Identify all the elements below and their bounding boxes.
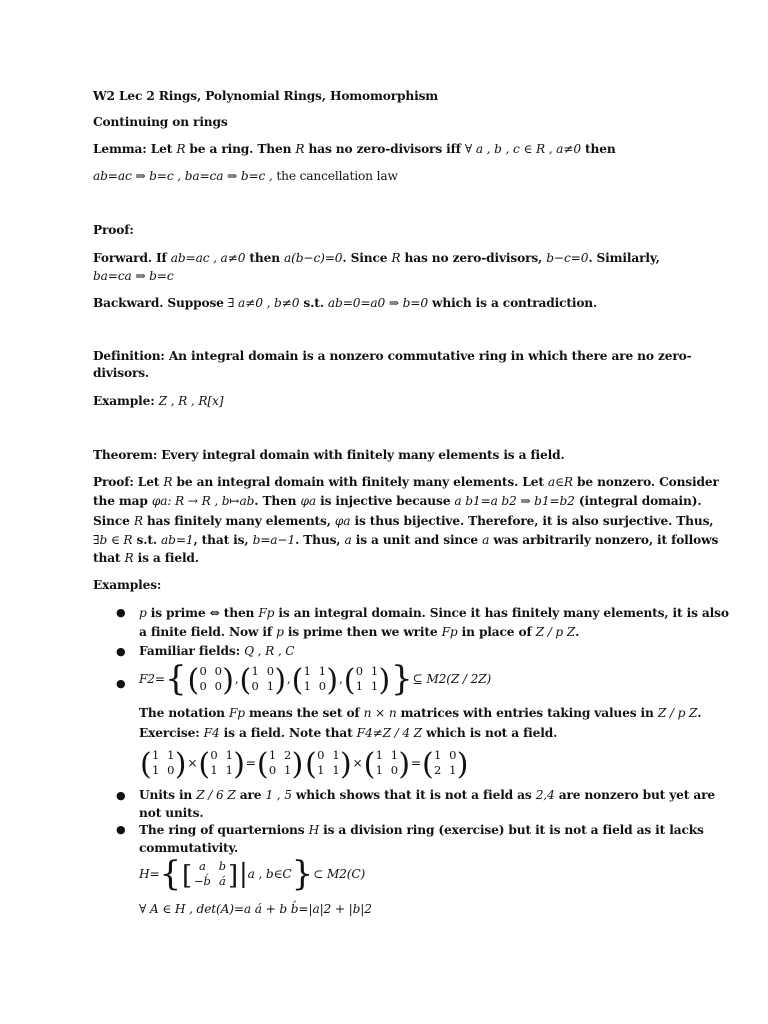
proof2-line-3: Since R has finitely many elements, φa is thus bijective. Therefore, it is also surjective. Thus, bbox=[93, 514, 714, 528]
definition-line-2: divisors. bbox=[93, 366, 150, 380]
lemma-line-1: Lemma: Let R be a ring. Then R has no zero-divisors iff ∀ a , b , c ∈ R , a≠0 then bbox=[93, 142, 616, 156]
quaternion-set-line: H= { [ a b −b́ á ] | a , b∈C } ⊂ M2(C) bbox=[139, 854, 366, 894]
proof2-line-2: the map φa: R → R , b↦ab. Then φa is injective because a b1=a b2 ⇒ b1=b2 (integral domain). bbox=[93, 494, 702, 508]
forward-line-1: Forward. If ab=ac , a≠0 then a(b−c)=0. Since R has no zero-divisors, b−c=0. Similarly, bbox=[93, 251, 660, 265]
bullet5-line-2: commutativity. bbox=[139, 841, 239, 855]
matrix-prod-f: ( 1 0 2 1 ) bbox=[421, 747, 469, 782]
matrix-m1: ( 0 0 0 0 ) bbox=[187, 663, 234, 698]
bullet4-line-2: not units. bbox=[139, 806, 204, 820]
f2-set-line: F2= { ( 0 0 0 0 ) , ( 1 0 0 1 ) , ( 1 1 1 0 ) , ( 0 1 1 1 ) } ⊆ M2(Z / 2Z) bbox=[139, 659, 492, 699]
bullet4-line-1: Units in Z / 6 Z are 1 , 5 which shows that it is not a field as 2,4 are nonzero but yet are bbox=[139, 788, 715, 802]
bullet-dot: ● bbox=[116, 823, 126, 836]
proof2-line-5: that R is a field. bbox=[93, 551, 199, 565]
examples-heading: Examples: bbox=[93, 578, 162, 592]
bullet5-line-1: The ring of quarternions H is a division ring (exercise) but it is not a field as it lacks bbox=[139, 823, 704, 837]
bullet-dot: ● bbox=[116, 606, 126, 619]
bullet-dot: ● bbox=[116, 645, 126, 658]
matrix-prod-c: ( 1 2 0 1 ) bbox=[256, 747, 304, 782]
proof2-line-1: Proof: Let R be an integral domain with finitely many elements. Let a∈R be nonzero. Consider bbox=[93, 475, 719, 489]
theorem-line: Theorem: Every integral domain with finitely many elements is a field. bbox=[93, 448, 565, 462]
determinant-line: ∀ A ∈ H , det(A)=a á + b b́=|a|2 + |b|2 bbox=[139, 902, 372, 916]
bullet-dot: ● bbox=[116, 789, 126, 802]
matrix-prod-a: ( 1 1 1 0 ) bbox=[140, 747, 187, 782]
bullet1-line-1: p is prime ⇔ then Fp is an integral domain. Since it has finitely many elements, it is also bbox=[139, 606, 729, 620]
backward-line: Backward. Suppose ∃ a≠0 , b≠0 s.t. ab=0=a0 ⇒ b=0 which is a contradiction. bbox=[93, 296, 598, 310]
example-line: Example: Z , R , R[x] bbox=[93, 394, 224, 408]
forward-line-2: ba=ca ⇒ b=c bbox=[93, 269, 174, 283]
right-brace: } bbox=[391, 659, 413, 699]
proof2-line-4: ∃b ∈ R s.t. ab=1, that is, b=a−1. Thus, a is a unit and since a was arbitrarily nonzero, it follows bbox=[93, 533, 719, 547]
bullet-dot: ● bbox=[116, 677, 126, 690]
matrix-m4: ( 0 1 1 1 ) bbox=[343, 663, 391, 698]
matrix-quaternion: [ a b −b́ á ] bbox=[182, 859, 238, 891]
left-brace: { bbox=[159, 854, 182, 894]
bullet2-line: Familiar fields: Q , R , C bbox=[139, 644, 295, 658]
definition-line-1: Definition: An integral domain is a nonzero commutative ring in which there are no zero- bbox=[93, 349, 692, 363]
matrix-prod-b: ( 0 1 1 1 ) bbox=[198, 747, 245, 782]
matrix-prod-d: ( 0 1 1 1 ) bbox=[305, 747, 352, 782]
lemma-line-2: ab=ac ⇒ b=c , ba=ca ⇒ b=c , the cancellation law bbox=[93, 169, 398, 183]
matrix-prod-e: ( 1 1 1 0 ) bbox=[363, 747, 410, 782]
section-heading: Continuing on rings bbox=[93, 115, 228, 129]
left-brace: { bbox=[164, 659, 187, 699]
right-brace: } bbox=[291, 854, 314, 894]
bullet1-line-2: a finite field. Now if p is prime then we write Fp in place of Z / p Z. bbox=[139, 625, 580, 639]
doc-title: W2 Lec 2 Rings, Polynomial Rings, Homomorphism bbox=[93, 89, 439, 103]
matrix-m2: ( 1 0 0 1 ) bbox=[239, 663, 286, 698]
matrix-m3: ( 1 1 1 0 ) bbox=[291, 663, 338, 698]
exercise-line: Exercise: F4 is a field. Note that F4≠Z / 4 Z which is not a field. bbox=[139, 726, 558, 740]
matrix-product-line: ( 1 1 1 0 ) × ( 0 1 1 1 ) = ( 1 2 0 1 ) ( 0 1 1 1 ) × ( 1 1 1 0 ) = ( 1 0 2 1 ) bbox=[140, 747, 469, 782]
notation-line: The notation Fp means the set of n × n matrices with entries taking values in Z / p Z. bbox=[139, 706, 702, 720]
proof-heading: Proof: bbox=[93, 223, 134, 237]
